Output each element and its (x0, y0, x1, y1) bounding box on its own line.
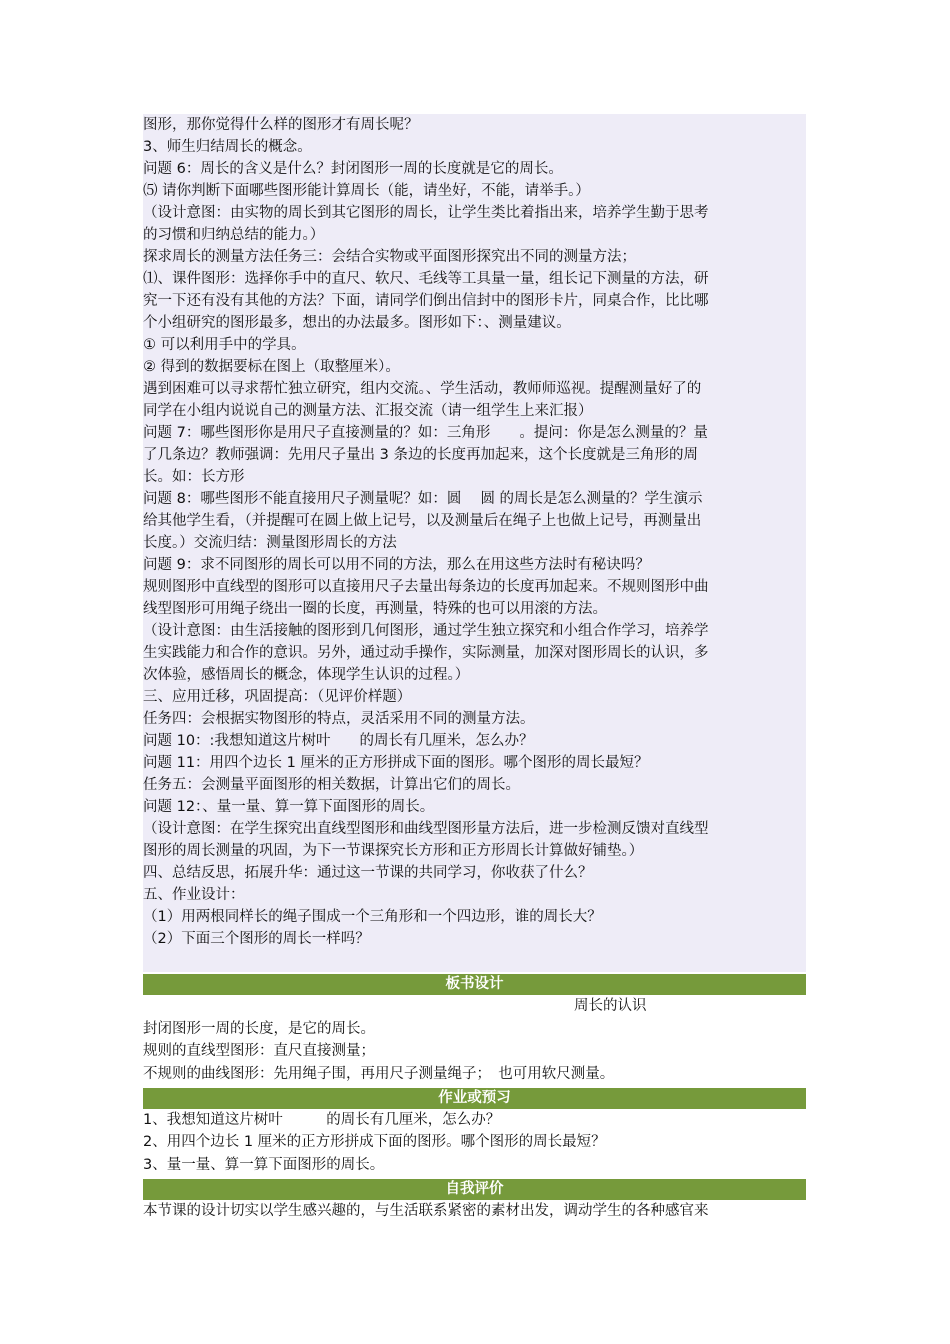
homework-line: 2、用四个边长 1 厘米的正方形拼成下面的图形。哪个图形的周长最短？ (143, 1134, 606, 1151)
lesson-line: 问题 7：哪些图形你是用尺子直接测量的？如：三角形 。提问：你是怎么测量的？量 (143, 425, 708, 441)
board-design-header: 板书设计 (143, 974, 806, 995)
board-line: 封闭图形一周的长度，是它的周长。 (143, 1020, 375, 1037)
lesson-line: 问题 12：、量一量、算一算下面图形的周长。 (143, 799, 435, 815)
lesson-line: 三、应用迁移，巩固提高：（见评价样题） (143, 689, 412, 705)
lesson-process-section (143, 114, 806, 972)
lesson-line: 生实践能力和合作的意识。另外，通过动手操作，实际测量，加深对图形周长的认识，多 (143, 645, 709, 661)
lesson-line: 3、师生归结周长的概念。 (143, 139, 312, 155)
lesson-line: 任务五：会测量平面图形的相关数据，计算出它们的周长。 (143, 777, 520, 793)
lesson-line: （2）下面三个图形的周长一样吗？ (143, 931, 370, 947)
homework-line: 3、量一量、算一算下面图形的周长。 (143, 1157, 385, 1174)
lesson-line: ⑴、课件图形：选择你手中的直尺、软尺、毛线等工具量一量，组长记下测量的方法，研 (143, 271, 709, 287)
self-evaluation-header: 自我评价 (143, 1179, 806, 1200)
lesson-line: 的习惯和归纳总结的能力。） (143, 227, 325, 243)
lesson-line: 长度。）交流归结：测量图形周长的方法 (143, 535, 397, 551)
lesson-line: 次体验，感悟周长的概念，体现学生认识的过程。） (143, 667, 470, 683)
lesson-line: 遇到困难可以寻求帮忙独立研究，组内交流。、学生活动，教师师巡视。提醒测量好了的 (143, 381, 702, 397)
lesson-line: 问题 8：哪些图形不能直接用尺子测量呢？如：圆 圆 的周长是怎么测量的？学生演示 (143, 491, 703, 507)
lesson-line: 问题 11：用四个边长 1 厘米的正方形拼成下面的图形。哪个图形的周长最短？ (143, 755, 649, 771)
lesson-line: 了几条边？教师强调：先用尺子量出 3 条边的长度再加起来，这个长度就是三角形的周 (143, 447, 698, 463)
homework-line: 1、我想知道这片树叶 的周长有几厘米，怎么办？ (143, 1111, 501, 1128)
board-line: 规则的直线型图形：直尺直接测量； (143, 1043, 375, 1060)
board-title: 周长的认识 (574, 998, 647, 1014)
lesson-line: ① 可以利用手中的学具。 (143, 337, 306, 353)
document-page (143, 114, 806, 1223)
lesson-line: 问题 6：周长的含义是什么？封闭图形一周的长度就是它的周长。 (143, 161, 563, 177)
board-line: 不规则的曲线图形：先用绳子围，再用尺子测量绳子； 也可用软尺测量。 (143, 1066, 615, 1083)
lesson-line: 给其他学生看，（并提醒可在圆上做上记号，以及测量后在绳子上也做上记号，再测量出 (143, 513, 702, 529)
lesson-line: ② 得到的数据要标在图上（取整厘米）。 (143, 359, 400, 375)
lesson-line: （1）用两根同样长的绳子围成一个三角形和一个四边形，谁的周长大？ (143, 909, 602, 925)
lesson-line: 图形的周长测量的巩固，为下一节课探究长方形和正方形周长计算做好铺垫。） (143, 843, 644, 859)
lesson-line: （设计意图：由生活接触的图形到几何图形，通过学生独立探究和小组合作学习，培养学 (143, 623, 709, 639)
lesson-line: 规则图形中直线型的图形可以直接用尺子去量出每条边的长度再加起来。不规则图形中曲 (143, 579, 709, 595)
lesson-line: 同学在小组内说说自己的测量方法、汇报交流（请一组学生上来汇报） (143, 403, 593, 419)
lesson-line: （设计意图：由实物的周长到其它图形的周长，让学生类比着指出来，培养学生勤于思考 (143, 205, 709, 221)
lesson-line: 究一下还有没有其他的方法？下面，请同学们倒出信封中的图形卡片，同桌合作，比比哪 (143, 293, 709, 309)
lesson-line: 图形，那你觉得什么样的图形才有周长呢？ (143, 117, 419, 133)
lesson-line: ⑸ 请你判断下面哪些图形能计算周长（能，请坐好，不能，请举手。） (143, 183, 590, 199)
lesson-line: （设计意图：在学生探究出直线型图形和曲线型图形量方法后，进一步检测反馈对直线型 (143, 821, 709, 837)
lesson-line: 问题 10：:我想知道这片树叶 的周长有几厘米，怎么办？ (143, 733, 534, 749)
board-design-section (143, 995, 806, 1086)
lesson-line: 问题 9：求不同图形的周长可以用不同的方法，那么在用这些方法时有秘诀吗？ (143, 557, 650, 573)
lesson-line: 探求周长的测量方法任务三：会结合实物或平面图形探究出不同的测量方法； (143, 249, 636, 265)
self-evaluation-line: 本节课的设计切实以学生感兴趣的，与生活联系紧密的素材出发，调动学生的各种感官来 (143, 1202, 709, 1219)
homework-section (143, 1109, 806, 1177)
lesson-line: 四、总结反思，拓展升华：通过这一节课的共同学习，你收获了什么？ (143, 865, 593, 881)
lesson-line: 个小组研究的图形最多，想出的办法最多。图形如下：、测量建议。 (143, 315, 571, 331)
lesson-line: 长。如：长方形 (143, 469, 245, 485)
lesson-line: 五、作业设计： (143, 887, 245, 903)
homework-header: 作业或预习 (143, 1088, 806, 1109)
self-evaluation-section (143, 1200, 806, 1223)
lesson-line: 任务四：会根据实物图形的特点，灵活采用不同的测量方法。 (143, 711, 535, 727)
lesson-line: 线型图形可用绳子绕出一圈的长度，再测量，特殊的也可以用滚的方法。 (143, 601, 607, 617)
